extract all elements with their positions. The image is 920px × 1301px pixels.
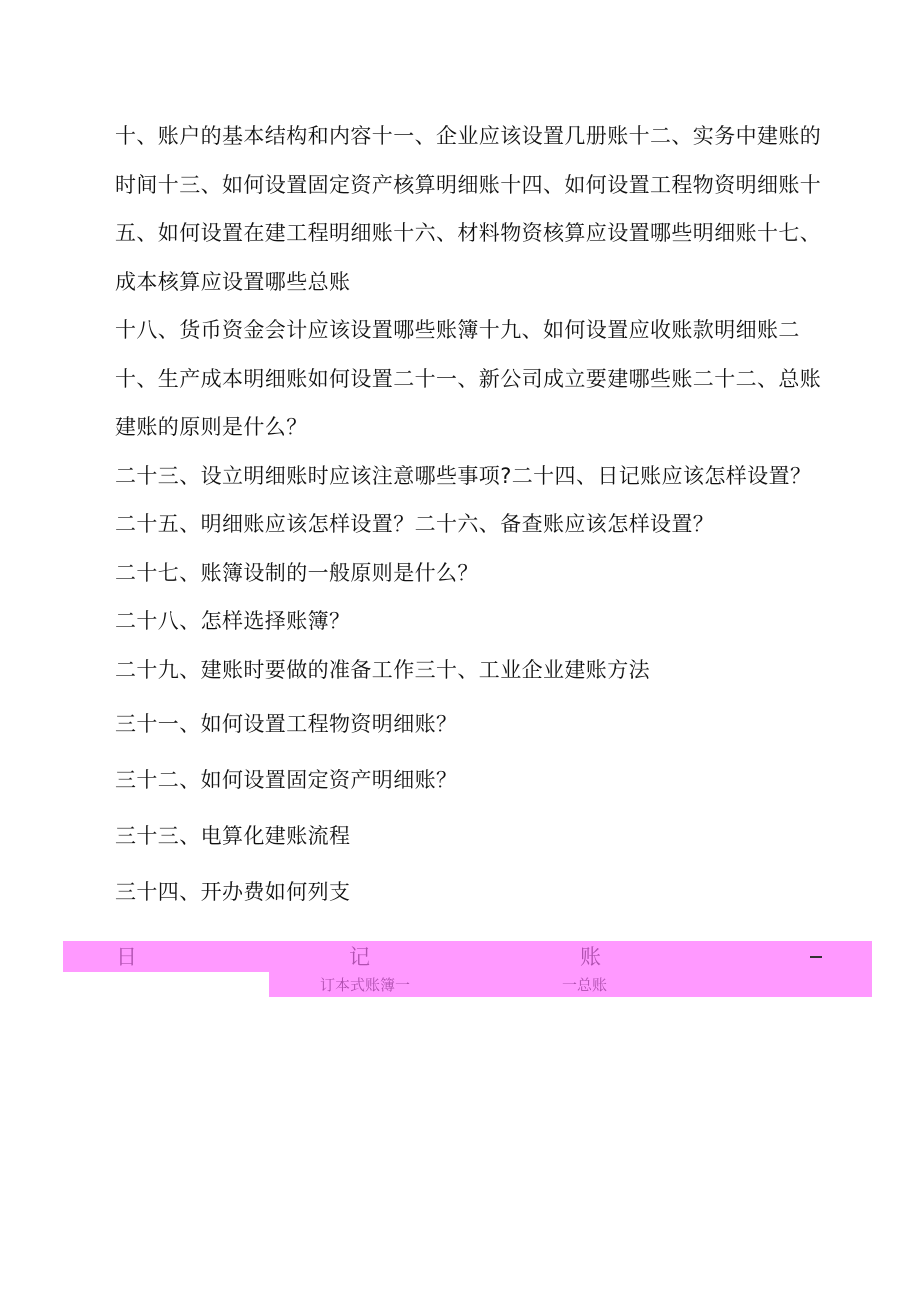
table-header-row	[63, 941, 872, 972]
document-body	[115, 112, 830, 918]
table-sub-bound-ledger: 订本式账簿一	[320, 976, 411, 994]
paragraph-1: 十、账户的基本结构和内容十一、企业应该设置几册账十二、实务中建账的时间十三、如何设置固定资产核算明细账十四、如何设置工程物资明细账十五、如何设置在建工程明细账十六、材料物资核算应设置哪些明细账十七、成本核算应设置哪些总账	[115, 124, 822, 294]
paragraph-2: 十八、货币资金会计应该设置哪些账簿十九、如何设置应收账款明细账二十、生产成本明细账如何设置二十一、新公司成立要建哪些账二十二、总账建账的原则是什么？	[115, 318, 822, 439]
paragraph-7: 三十一、如何设置工程物资明细账？	[115, 712, 458, 736]
dash-mark	[810, 956, 822, 958]
paragraph-5: 二十八、怎样选择账簿？	[115, 609, 351, 633]
table-sub-general-ledger: 一总账	[562, 976, 608, 994]
table-header-ri: 日	[116, 945, 137, 969]
table-header-zhang: 账	[580, 945, 601, 969]
table-header-ji: 记	[349, 945, 370, 969]
paragraph-10: 三十四、开办费如何列支	[115, 880, 351, 904]
paragraph-6: 二十九、建账时要做的准备工作三十、工业企业建账方法	[115, 657, 650, 682]
paragraph-4: 二十七、账簿设制的一般原则是什么？	[115, 560, 479, 585]
paragraph-8: 三十二、如何设置固定资产明细账？	[115, 768, 458, 792]
paragraph-3: 二十三、设立明细账时应该注意哪些事项?二十四、日记账应该怎样设置？二十五、明细账应该怎样设置？二十六、备查账应该怎样设置？	[115, 463, 812, 536]
paragraph-9: 三十三、电算化建账流程	[115, 824, 351, 848]
